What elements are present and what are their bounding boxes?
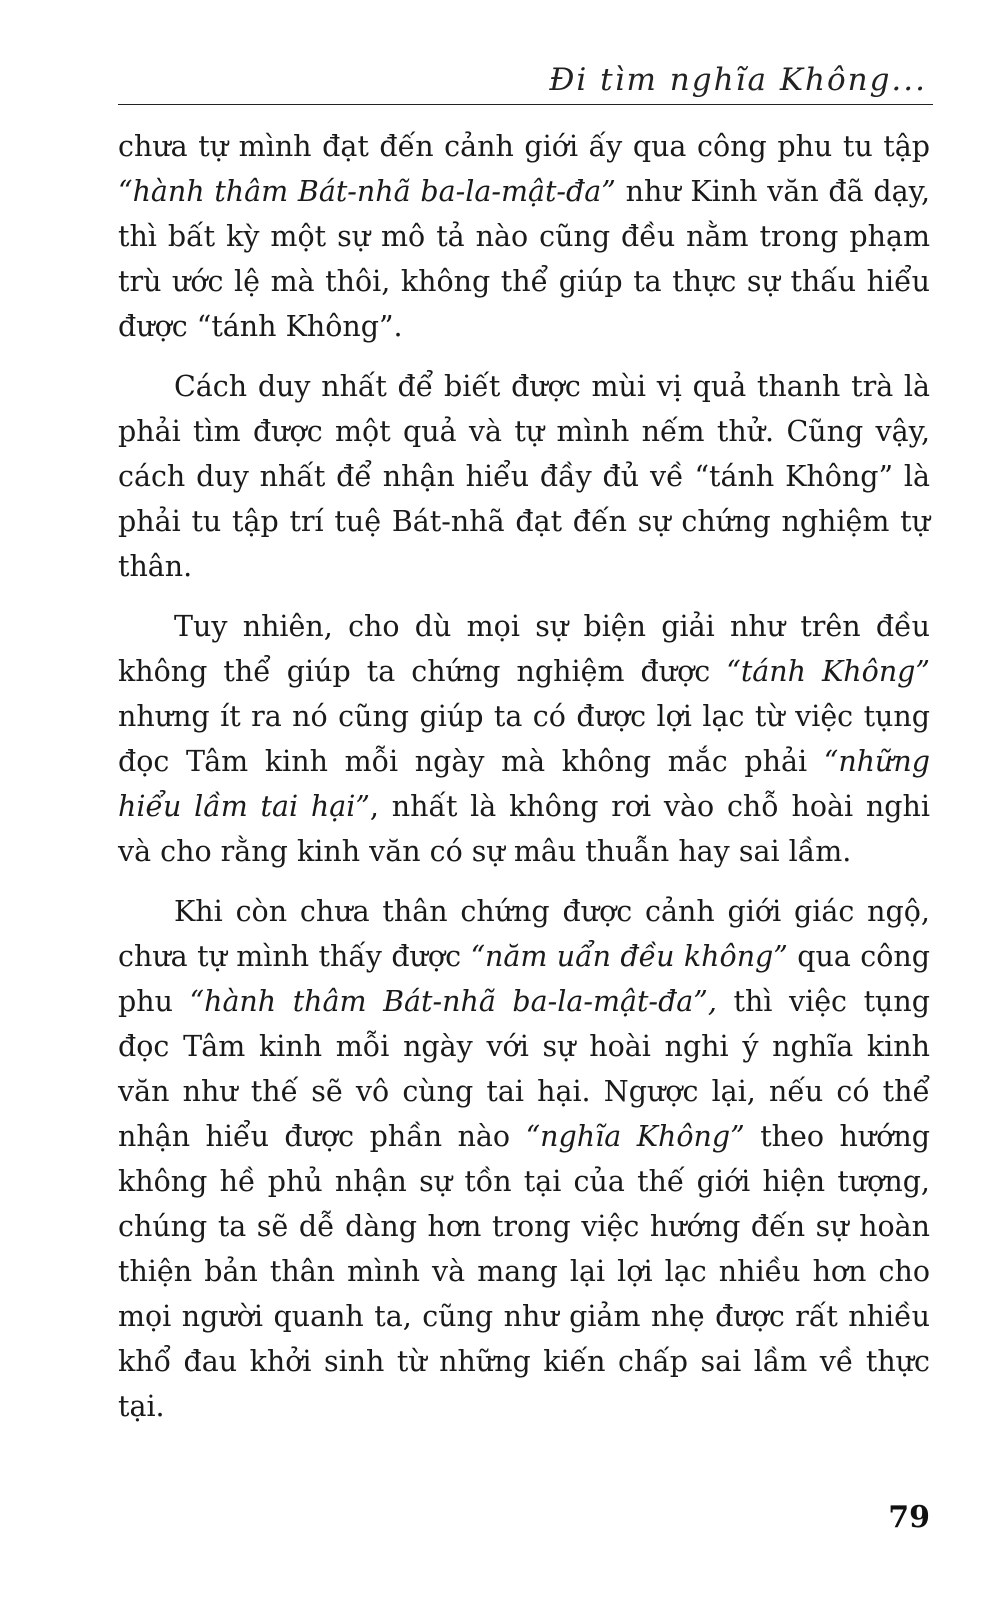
- italic-quote: “tánh Không”: [726, 655, 930, 688]
- page-body: [118, 124, 930, 1429]
- paragraph: [118, 124, 930, 349]
- text-run: Tuy nhiên, cho dù mọi sự biện giải như trên đều không thể giúp ta chứng nghiệm được: [118, 610, 930, 688]
- text-run: như Kinh văn đã dạy, thì bất kỳ một sự mô tả nào cũng đều nằm trong phạm trù ước lệ mà thôi, không thể giúp ta thực sự thấu hiểu được “tánh Không”.: [118, 175, 930, 343]
- text-run: Cách duy nhất để biết được mùi vị quả thanh trà là phải tìm được một quả và tự mình nếm thử. Cũng vậy, cách duy nhất để nhận hiểu đầy đủ về “tánh Không” là phải tu tập trí tuệ Bát-nhã đạt đến sự chứng nghiệm tự thân.: [118, 370, 930, 583]
- text-run: , nhất là không rơi vào chỗ hoài nghi và cho rằng kinh văn có sự mâu thuẫn hay sai lầm.: [118, 790, 930, 868]
- running-title: Đi tìm nghĩa Không...: [549, 62, 927, 98]
- italic-quote: “nghĩa Không”: [525, 1120, 745, 1153]
- text-run: Khi còn chưa thân chứng được cảnh giới giác ngộ, chưa tự mình thấy được: [118, 895, 930, 973]
- text-run: qua công phu: [118, 940, 930, 1018]
- italic-quote: “hành thâm Bát-nhã ba-la-mật-đa”,: [189, 985, 717, 1018]
- paragraph: [118, 604, 930, 874]
- italic-quote: “những hiểu lầm tai hại”: [118, 745, 930, 823]
- page-number: 79: [888, 1500, 930, 1535]
- running-header: [118, 50, 933, 105]
- text-run: chưa tự mình đạt đến cảnh giới ấy qua công phu tu tập: [118, 130, 930, 163]
- paragraph: [118, 364, 930, 589]
- paragraph: [118, 889, 930, 1429]
- text-run: nhưng ít ra nó cũng giúp ta có được lợi lạc từ việc tụng đọc Tâm kinh mỗi ngày mà không mắc phải: [118, 700, 930, 778]
- italic-quote: “năm uẩn đều không”: [470, 940, 788, 973]
- text-run: theo hướng không hề phủ nhận sự tồn tại của thế giới hiện tượng, chúng ta sẽ dễ dàng hơn trong việc hướng đến sự hoàn thiện bản thân mình và mang lại lợi lạc nhiều hơn cho mọi người quanh ta, cũng như giảm nhẹ được rất nhiều khổ đau khởi sinh từ những kiến chấp sai lầm về thực tại.: [118, 1120, 930, 1423]
- text-run: thì việc tụng đọc Tâm kinh mỗi ngày với sự hoài nghi ý nghĩa kinh văn như thế sẽ vô cùng tai hại. Ngược lại, nếu có thể nhận hiểu được phần nào: [118, 985, 930, 1153]
- italic-quote: “hành thâm Bát-nhã ba-la-mật-đa”: [118, 175, 616, 208]
